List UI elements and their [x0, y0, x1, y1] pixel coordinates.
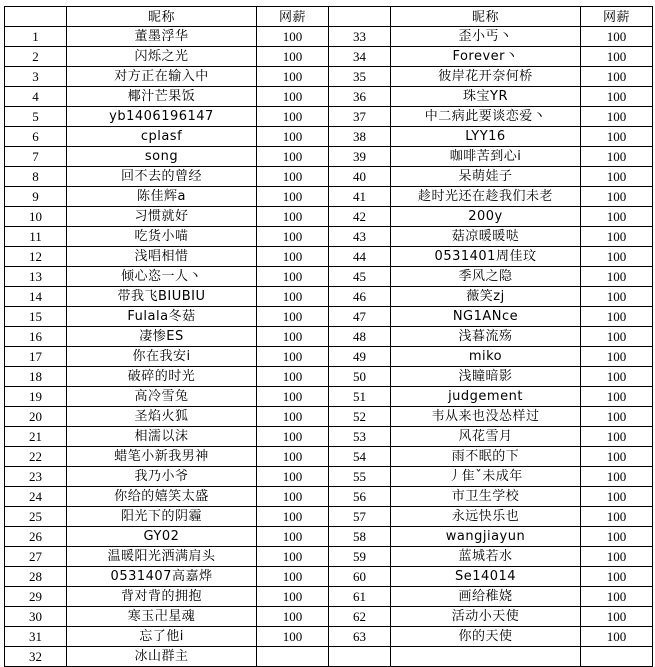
table-row: [5, 207, 653, 227]
pay-right: 100: [581, 227, 653, 247]
pay-right: 100: [581, 607, 653, 627]
table-row: [5, 387, 653, 407]
nickname-right: 趁时光还在趁我们未老: [391, 187, 581, 207]
pay-left: 100: [257, 607, 329, 627]
nickname-left: 陈佳辉a: [67, 187, 257, 207]
table-row: [5, 427, 653, 447]
nickname-right: 浅暮流殇: [391, 327, 581, 347]
row-index-right: 34: [329, 47, 391, 67]
pay-left: 100: [257, 267, 329, 287]
pay-right: 100: [581, 447, 653, 467]
pay-left: 100: [257, 447, 329, 467]
nickname-left: GY02: [67, 527, 257, 547]
nickname-right: 韦从来也没怂样过: [391, 407, 581, 427]
row-index-left: 25: [5, 507, 67, 527]
pay-right: 100: [581, 147, 653, 167]
nickname-left: 背对背的拥抱: [67, 587, 257, 607]
pay-right: 100: [581, 207, 653, 227]
table-row: [5, 107, 653, 127]
row-index-left: 29: [5, 587, 67, 607]
table-row: [5, 367, 653, 387]
pay-right: 100: [581, 627, 653, 647]
pay-right: 100: [581, 507, 653, 527]
row-index-left: 19: [5, 387, 67, 407]
row-index-right: 39: [329, 147, 391, 167]
row-index-left: 12: [5, 247, 67, 267]
nickname-left: 温暖阳光洒满肩头: [67, 547, 257, 567]
nickname-left: 带我飞BIUBIU: [67, 287, 257, 307]
row-index-right: 37: [329, 107, 391, 127]
pay-left: 100: [257, 527, 329, 547]
row-index-right: 55: [329, 467, 391, 487]
row-index-left: 14: [5, 287, 67, 307]
row-index-right: 51: [329, 387, 391, 407]
row-index-left: 9: [5, 187, 67, 207]
pay-left: 100: [257, 147, 329, 167]
row-index-right: 44: [329, 247, 391, 267]
nickname-left: Fulala冬菇: [67, 307, 257, 327]
nickname-right: Se14014: [391, 567, 581, 587]
pay-left: 100: [257, 247, 329, 267]
nickname-right: LYY16: [391, 127, 581, 147]
nickname-left: 闪烁之光: [67, 47, 257, 67]
pay-right: 100: [581, 567, 653, 587]
row-index-right: 52: [329, 407, 391, 427]
nickname-right: 风花雪月: [391, 427, 581, 447]
row-index-left: 2: [5, 47, 67, 67]
row-index-right: 47: [329, 307, 391, 327]
row-index-right: 41: [329, 187, 391, 207]
row-index-right: 40: [329, 167, 391, 187]
pay-left: 100: [257, 67, 329, 87]
pay-right: 100: [581, 47, 653, 67]
nickname-right: 咖啡苦到心i: [391, 147, 581, 167]
nickname-left: 浅唱相惜: [67, 247, 257, 267]
pay-left: 100: [257, 547, 329, 567]
nickname-left: 我乃小爷: [67, 467, 257, 487]
pay-right: 100: [581, 307, 653, 327]
nickname-right: 中二病此要谈恋爱丶: [391, 107, 581, 127]
row-index-left: 18: [5, 367, 67, 387]
row-index-left: 31: [5, 627, 67, 647]
row-index-left: 22: [5, 447, 67, 467]
nickname-left: 你给的嬉笑太盛: [67, 487, 257, 507]
table-row: [5, 587, 653, 607]
nickname-right: miko: [391, 347, 581, 367]
pay-right: 100: [581, 547, 653, 567]
row-index-right: 42: [329, 207, 391, 227]
pay-right: 100: [581, 407, 653, 427]
header-pay-left: 网薪: [257, 7, 329, 27]
nickname-left: 忘了他i: [67, 627, 257, 647]
row-index-right: 58: [329, 527, 391, 547]
pay-right: 100: [581, 167, 653, 187]
row-index-right: 33: [329, 27, 391, 47]
row-index-left: 15: [5, 307, 67, 327]
nickname-left: 倾心恣一人丶: [67, 267, 257, 287]
header-index-right: [329, 7, 391, 27]
pay-right: 100: [581, 467, 653, 487]
pay-right: 100: [581, 127, 653, 147]
nickname-left: 凄惨ES: [67, 327, 257, 347]
table-row: [5, 307, 653, 327]
row-index-left: 30: [5, 607, 67, 627]
row-index-left: 4: [5, 87, 67, 107]
row-index-right: 60: [329, 567, 391, 587]
pay-left: 100: [257, 127, 329, 147]
pay-right: 100: [581, 87, 653, 107]
nickname-left: song: [67, 147, 257, 167]
pay-left: 100: [257, 347, 329, 367]
row-index-right: 54: [329, 447, 391, 467]
pay-left: 100: [257, 107, 329, 127]
row-index-right: 50: [329, 367, 391, 387]
nickname-right: 菇凉暖暖哒: [391, 227, 581, 247]
pay-right: 100: [581, 427, 653, 447]
table-row: [5, 447, 653, 467]
row-index-right: 59: [329, 547, 391, 567]
table-row: [5, 47, 653, 67]
nickname-right: 雨不眠的下: [391, 447, 581, 467]
row-index-left: 8: [5, 167, 67, 187]
pay-left: 100: [257, 627, 329, 647]
nickname-right: 活动小天使: [391, 607, 581, 627]
row-index-left: 26: [5, 527, 67, 547]
pay-right: 100: [581, 347, 653, 367]
table-row: [5, 487, 653, 507]
row-index-right: 56: [329, 487, 391, 507]
pay-left: 100: [257, 387, 329, 407]
pay-right: 100: [581, 487, 653, 507]
row-index-left: 17: [5, 347, 67, 367]
row-index-right: 61: [329, 587, 391, 607]
header-pay-right: 网薪: [581, 7, 653, 27]
pay-right: 100: [581, 287, 653, 307]
pay-left: 100: [257, 287, 329, 307]
table-row: [5, 247, 653, 267]
pay-left: 100: [257, 467, 329, 487]
nickname-right: 市卫生学校: [391, 487, 581, 507]
nickname-right: 画给稚娆: [391, 587, 581, 607]
table-row: [5, 647, 653, 667]
pay-left: 100: [257, 327, 329, 347]
nickname-left: 0531407高嘉烨: [67, 567, 257, 587]
table-row: [5, 527, 653, 547]
nickname-left: 破碎的时光: [67, 367, 257, 387]
pay-right: 100: [581, 27, 653, 47]
table-row: [5, 567, 653, 587]
row-index-right: 38: [329, 127, 391, 147]
table-row: [5, 67, 653, 87]
nickname-left: yb1406196147: [67, 107, 257, 127]
row-index-left: 13: [5, 267, 67, 287]
table-row: [5, 547, 653, 567]
pay-right: 100: [581, 387, 653, 407]
row-index-left: 32: [5, 647, 67, 667]
row-index-left: 10: [5, 207, 67, 227]
nickname-left: 吃货小喵: [67, 227, 257, 247]
table-row: [5, 267, 653, 287]
nickname-right: wangjiayun: [391, 527, 581, 547]
pay-right: 100: [581, 327, 653, 347]
row-index-left: 20: [5, 407, 67, 427]
nickname-left: 寒玉卍星魂: [67, 607, 257, 627]
pay-left: 100: [257, 567, 329, 587]
nickname-right: 0531401周佳玟: [391, 247, 581, 267]
nickname-left: 阳光下的阴霾: [67, 507, 257, 527]
nickname-left: 你在我安i: [67, 347, 257, 367]
row-index-left: 27: [5, 547, 67, 567]
pay-left: 100: [257, 587, 329, 607]
row-index-right: 62: [329, 607, 391, 627]
nickname-left: 董墨浮华: [67, 27, 257, 47]
nickname-left: 冰山群主: [67, 647, 257, 667]
pay-left: 100: [257, 47, 329, 67]
row-index-left: 3: [5, 67, 67, 87]
table-row: [5, 27, 653, 47]
nickname-left: 对方正在输入中: [67, 67, 257, 87]
table-row: [5, 347, 653, 367]
pay-left: 100: [257, 407, 329, 427]
pay-left: 100: [257, 227, 329, 247]
nickname-right: 季风之隐: [391, 267, 581, 287]
row-index-left: 1: [5, 27, 67, 47]
row-index-right: 48: [329, 327, 391, 347]
row-index-left: 28: [5, 567, 67, 587]
table-row: [5, 407, 653, 427]
pay-right: 100: [581, 367, 653, 387]
table-row: [5, 627, 653, 647]
row-index-left: 7: [5, 147, 67, 167]
table-row: [5, 167, 653, 187]
nickname-right: [391, 647, 581, 667]
row-index-right: 45: [329, 267, 391, 287]
pay-right: 100: [581, 187, 653, 207]
nickname-left: 蜡笔小新我男神: [67, 447, 257, 467]
row-index-left: 11: [5, 227, 67, 247]
header-nickname-right: 昵称: [391, 7, 581, 27]
table-row: [5, 227, 653, 247]
nickname-left: 回不去的曾经: [67, 167, 257, 187]
row-index-left: 21: [5, 427, 67, 447]
row-index-right: 53: [329, 427, 391, 447]
row-index-left: 23: [5, 467, 67, 487]
pay-left: 100: [257, 207, 329, 227]
pay-right: 100: [581, 67, 653, 87]
pay-right: 100: [581, 107, 653, 127]
pay-right: 100: [581, 247, 653, 267]
pay-left: 100: [257, 27, 329, 47]
nickname-left: 高冷雪兔: [67, 387, 257, 407]
nickname-right: 蓝城若水: [391, 547, 581, 567]
pay-left: 100: [257, 167, 329, 187]
nickname-right: 200y: [391, 207, 581, 227]
nickname-left: cplasf: [67, 127, 257, 147]
pay-left: 100: [257, 87, 329, 107]
row-index-right: 57: [329, 507, 391, 527]
table-row: [5, 87, 653, 107]
table-header-row: [5, 7, 653, 27]
nickname-right: 歪小丐丶: [391, 27, 581, 47]
row-index-right: 35: [329, 67, 391, 87]
table-row: [5, 187, 653, 207]
row-index-right: 63: [329, 627, 391, 647]
table-row: [5, 507, 653, 527]
row-index-right: 43: [329, 227, 391, 247]
pay-right: [581, 647, 653, 667]
nickname-right: Forever丶: [391, 47, 581, 67]
pay-right: 100: [581, 267, 653, 287]
pay-left: 100: [257, 427, 329, 447]
nickname-right: 浅瞳暗影: [391, 367, 581, 387]
table-row: [5, 147, 653, 167]
table-row: [5, 287, 653, 307]
nickname-pay-table: [4, 6, 653, 667]
row-index-right: 46: [329, 287, 391, 307]
row-index-left: 6: [5, 127, 67, 147]
row-index-left: 24: [5, 487, 67, 507]
nickname-right: NG1ANce: [391, 307, 581, 327]
pay-left: 100: [257, 507, 329, 527]
nickname-right: 永远快乐也: [391, 507, 581, 527]
table-row: [5, 327, 653, 347]
table-row: [5, 127, 653, 147]
nickname-right: 薇笑zj: [391, 287, 581, 307]
pay-left: 100: [257, 367, 329, 387]
pay-right: 100: [581, 587, 653, 607]
header-nickname-left: 昵称: [67, 7, 257, 27]
header-index-left: [5, 7, 67, 27]
nickname-right: 呆萌娃子: [391, 167, 581, 187]
row-index-left: 16: [5, 327, 67, 347]
pay-left: [257, 647, 329, 667]
table-row: [5, 607, 653, 627]
table-row: [5, 467, 653, 487]
nickname-right: 丿隹ˇ未成年: [391, 467, 581, 487]
row-index-right: 36: [329, 87, 391, 107]
nickname-left: 相濡以沫: [67, 427, 257, 447]
pay-right: 100: [581, 527, 653, 547]
nickname-right: judgement: [391, 387, 581, 407]
row-index-left: 5: [5, 107, 67, 127]
pay-left: 100: [257, 487, 329, 507]
nickname-right: 你的天使: [391, 627, 581, 647]
nickname-left: 圣焰火狐: [67, 407, 257, 427]
row-index-right: 49: [329, 347, 391, 367]
row-index-right: [329, 647, 391, 667]
nickname-right: 彼岸花开奈何桥: [391, 67, 581, 87]
pay-left: 100: [257, 187, 329, 207]
pay-left: 100: [257, 307, 329, 327]
nickname-right: 珠宝YR: [391, 87, 581, 107]
nickname-left: 椰汁芒果饭: [67, 87, 257, 107]
nickname-left: 习惯就好: [67, 207, 257, 227]
